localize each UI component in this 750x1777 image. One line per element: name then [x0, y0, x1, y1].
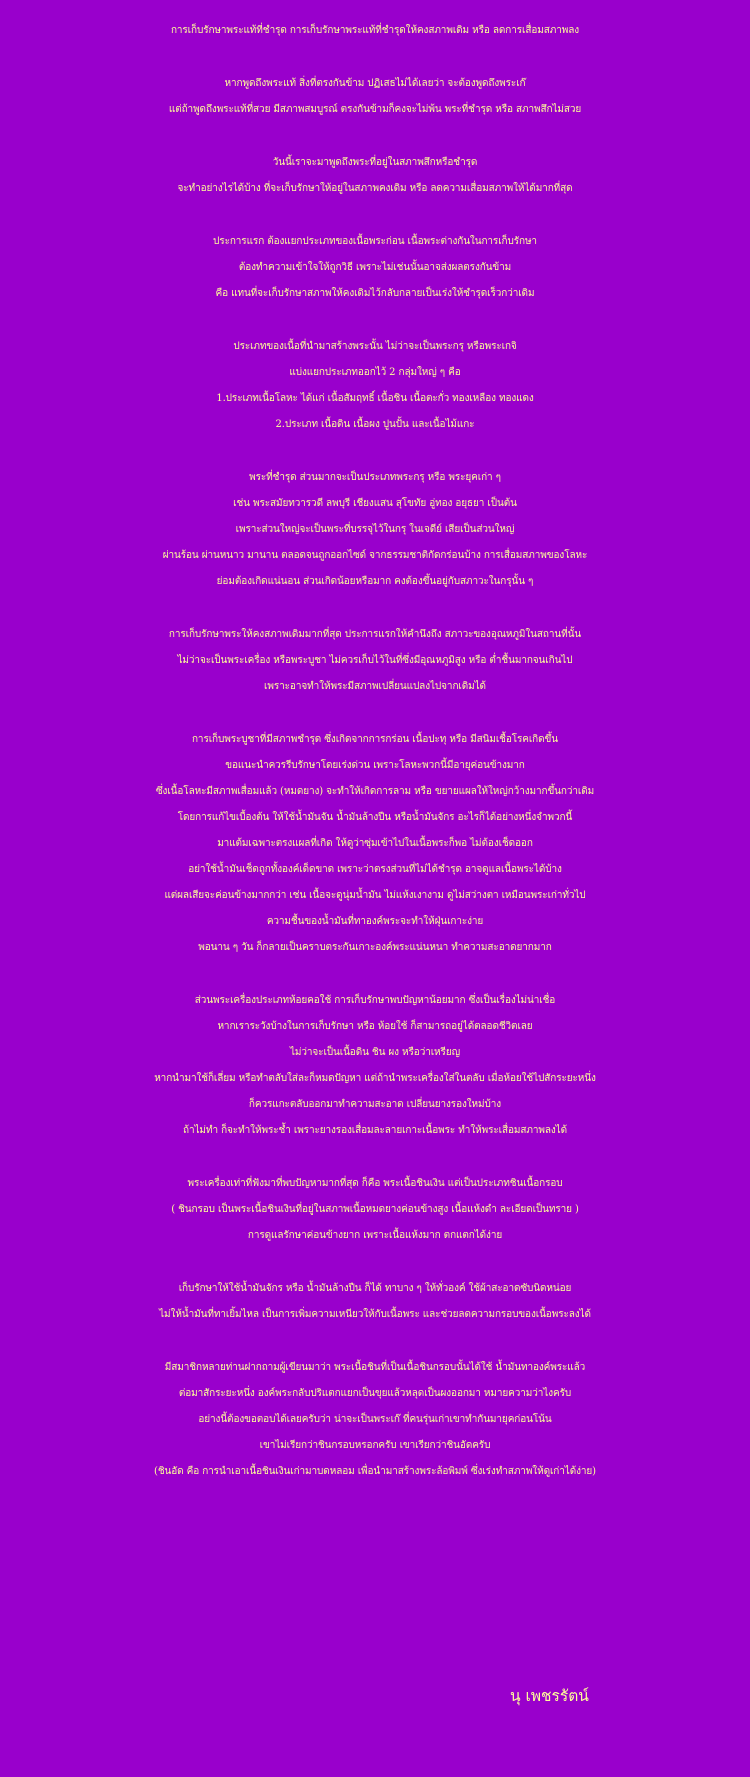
text-line: ประเภทของเนื้อที่นำมาสร้างพระนั้น ไม่ว่าจะเป็นพระกรุ หรือพระเกจิ [233, 341, 517, 352]
text-line: ถ้าไม่ทำ ก็จะทำให้พระช้ำ เพราะยางรองเสื่อมละลายเกาะเนื้อพระ ทำให้พระเสื่อมสภาพลงได้ [183, 1125, 567, 1136]
paragraph [4, 334, 746, 438]
text-line: มาแต้มเฉพาะตรงแผลที่เกิด ให้ดูว่าซุ่มเข้าไปในเนื้อพระก็พอ ไม่ต้องเช็ดออก [217, 838, 533, 849]
text-line: คือ แทนที่จะเก็บรักษาสภาพให้คงเดิมไว้กลับกลายเป็นเร่งให้ชำรุดเร็วกว่าเดิม [215, 288, 535, 299]
text-line: การเก็บรักษาพระให้คงสภาพเดิมมากที่สุด ประการแรกให้คำนึงถึง สภาวะของอุณหภูมิในสถานที่นั้น [168, 629, 582, 640]
text-line: ( ชินกรอบ เป็นพระเนื้อชินเงินที่อยู่ในสภาพเนื้อหมดยางค่อนข้างสูง เนื้อแห้งดำ ละเอียดเป็นทราย ) [171, 1204, 579, 1215]
text-line: ย่อมต้องเกิดแน่นอน ส่วนเกิดน้อยหรือมาก คงต้องขึ้นอยู่กับสภาวะในกรุนั้น ๆ [216, 576, 534, 587]
paragraph [4, 465, 746, 595]
text-line: ซึ่งเนื้อโลหะมีสภาพเสื่อมแล้ว (หมดยาง) จะทำให้เกิดการลาม หรือ ขยายแผลให้ใหญ่กว้างมากขึ้นกว่าเดิม [155, 786, 595, 797]
paragraph [4, 18, 746, 44]
text-line: แบ่งแยกประเภทออกไว้ 2 กลุ่มใหญ่ ๆ คือ [289, 367, 461, 378]
text-line: ไม่ว่าจะเป็นพระเครื่อง หรือพระบูชา ไม่ควรเก็บไว้ในที่ซึ่งมีอุณหภูมิสูง หรือ ต่ำชื้นมากจนเกินไป [177, 655, 573, 666]
text-line: เขาไม่เรียกว่าชินกรอบหรอกครับ เขาเรียกว่าชินอัดครับ [259, 1440, 491, 1451]
text-line: หากเราระวังบ้างในการเก็บรักษา หรือ ห้อยใช้ ก็สามารถอยู่ได้ตลอดชีวิตเลย [217, 1021, 533, 1032]
text-line: มีสมาชิกหลายท่านฝากถามผู้เขียนมาว่า พระเนื้อชินที่เป็นเนื้อชินกรอบนั้นได้ใช้ น้ำมันทาองค์พระแล้ว [164, 1362, 586, 1373]
text-line: ผ่านร้อน ผ่านหนาว มานาน ตลอดจนถูกออกไซด์ จากธรรมชาติกัดกร่อนบ้าง การเสื่อมสภาพของโลหะ [162, 550, 588, 561]
text-line: พระเครื่องเท่าที่ฟังมาที่พบปัญหามากที่สุด ก็คือ พระเนื้อชินเงิน แต่เป็นประเภทชินเนื้อกรอบ [187, 1178, 563, 1189]
text-line: ส่วนพระเครื่องประเภทห้อยคอใช้ การเก็บรักษาพบปัญหาน้อยมาก ซึ่งเป็นเรื่องไม่น่าเชื่อ [194, 995, 556, 1006]
author-signature: นุ เพชรรัตน์ [510, 1687, 589, 1705]
paragraph [4, 727, 746, 961]
text-line: ก็ควรแกะตลับออกมาทำความสะอาด เปลี่ยนยางรองใหม่บ้าง [248, 1099, 502, 1110]
text-line: พอนาน ๆ วัน ก็กลายเป็นคราบตระกันเกาะองค์พระแน่นหนา ทำความสะอาดยากมาก [198, 942, 552, 953]
text-line: ไม่ให้น้ำมันที่ทาเยิ้มไหล เป็นการเพิ่มความเหนียวให้กับเนื้อพระ และช่วยลดความกรอบของเนื้อพระลงได้ [159, 1309, 591, 1320]
text-line: ไม่ว่าจะเป็นเนื้อดิน ชิน ผง หรือว่าเหรียญ [289, 1047, 461, 1058]
text-line: จะทำอย่างไรได้บ้าง ที่จะเก็บรักษาให้อยู่ในสภาพคงเดิม หรือ ลดความเสื่อมสภาพให้ได้มากที่สุด [177, 183, 573, 194]
paragraph [4, 988, 746, 1144]
text-line: ต้องทำความเข้าใจให้ถูกวิธี เพราะไม่เช่นนั้นอาจส่งผลตรงกันข้าม [238, 262, 512, 273]
text-line: เช่น พระสมัยทวารวดี ลพบุรี เชียงแสน สุโขทัย อู่ทอง อยุธยา เป็นต้น [233, 498, 517, 509]
text-line: 2.ประเภท เนื้อดิน เนื้อผง ปูนปั้น และเนื้อไม้แกะ [275, 419, 475, 430]
text-line: พระที่ชำรุด ส่วนมากจะเป็นประเภทพระกรุ หรือ พระยุคเก่า ๆ [249, 472, 501, 483]
paragraph [4, 71, 746, 123]
text-line: แต่ผลเสียจะค่อนข้างมากกว่า เช่น เนื้อจะดูนุ่มน้ำมัน ไม่แห้งเงางาม ดูไม่สว่างตา เหมือนพระเก่าทั่วไป [164, 890, 586, 901]
text-line: หากนำมาใช้ก็เลี่ยม หรือทำตลับใส่ละก็หมดปัญหา แต่ถ้านำพระเครื่องใส่ในตลับ เมื่อห้อยใช้ไปสักระยะหนึ่ง [154, 1073, 596, 1084]
text-line: เก็บรักษาให้ใช้น้ำมันจักร หรือ น้ำมันล้างปืน ก็ได้ ทาบาง ๆ ให้ทั่วองค์ ใช้ผ้าสะอาดซับนิดหน่อย [178, 1283, 572, 1294]
text-line: การเก็บพระบูชาที่มีสภาพชำรุด ซึ่งเกิดจากการกร่อน เนื้อปะทุ หรือ มีสนิมเชื้อโรคเกิดขึ้น [191, 734, 559, 745]
paragraph [4, 1355, 746, 1485]
text-line: ประการแรก ต้องแยกประเภทของเนื้อพระก่อน เนื้อพระต่างกันในการเก็บรักษา [213, 236, 537, 247]
text-line: แต่ถ้าพูดถึงพระแท้ที่สวย มีสภาพสมบูรณ์ ตรงกันข้ามก็คงจะไม่พ้น พระที่ชำรุด หรือ สภาพสึกไม่สวย [168, 104, 582, 115]
text-line: อย่างนี้ต้องขอตอบได้เลยครับว่า น่าจะเป็นพระเก๊ ที่คนรุ่นเก่าเขาทำกันมายุคก่อนโน้น [198, 1414, 552, 1425]
paragraph [4, 622, 746, 700]
text-line: ต่อมาสักระยะหนึ่ง องค์พระกลับปริแตกแยกเป็นขุยแล้วหลุดเป็นผงออกมา หมายความว่าไงครับ [178, 1388, 572, 1399]
text-line: (ชินอัด คือ การนำเอาเนื้อชินเงินเก่ามาบดหลอม เพื่อนำมาสร้างพระล้อพิมพ์ ซึ่งเร่งทำสภาพให้ดูเก่าได้ง่าย) [154, 1466, 596, 1477]
text-line: วันนี้เราจะมาพูดถึงพระที่อยู่ในสภาพสึกหรือชำรุด [272, 157, 478, 168]
text-line: เพราะอาจทำให้พระมีสภาพเปลี่ยนแปลงไปจากเดิมได้ [264, 681, 486, 692]
paragraph [4, 1276, 746, 1328]
text-line: โดยการแก้ไขเบื้องต้น ให้ใช้น้ำมันจัน น้ำมันล้างปืน หรือน้ำมันจักร อะไรก็ได้อย่างหนึ่งจำพวกนี้ [177, 812, 573, 823]
text-line: การเก็บรักษาพระแท้ที่ชำรุด การเก็บรักษาพระแท้ที่ชำรุดให้คงสภาพเดิม หรือ ลดการเสื่อมสภาพลง [170, 25, 580, 36]
text-line: เพราะส่วนใหญ่จะเป็นพระที่บรรจุไว้ในกรุ ในเจดีย์ เสียเป็นส่วนใหญ่ [235, 524, 515, 535]
text-line: 1.ประเภทเนื้อโลหะ ได้แก่ เนื้อสัมฤทธิ์ เนื้อชิน เนื้อตะกั่ว ทองเหลือง ทองแดง [216, 393, 534, 404]
text-line: ความชื้นของน้ำมันที่ทาองค์พระจะทำให้ฝุ่นเกาะง่าย [266, 916, 484, 927]
paragraph [4, 229, 746, 307]
text-line: อย่าใช้น้ำมันเช็ดถูกทั้งองค์เด็ดขาด เพราะว่าตรงส่วนที่ไม่ได้ชำรุด อาจดูแลเนื้อพระได้บ้าง [188, 864, 562, 875]
text-line: หากพูดถึงพระแท้ สิ่งที่ตรงกันข้าม ปฏิเสธไม่ได้เลยว่า จะต้องพูดถึงพระเก๊ [224, 78, 526, 89]
text-line: ขอแนะนำควรรีบรักษาโดยเร่งด่วน เพราะโลหะพวกนี้มีอายุค่อนข้างมาก [225, 760, 525, 771]
text-line: การดูแลรักษาค่อนข้างยาก เพราะเนื้อแห้งมาก ตกแตกได้ง่าย [247, 1230, 503, 1241]
paragraph [4, 150, 746, 202]
article-body [4, 18, 746, 1485]
paragraph [4, 1171, 746, 1249]
